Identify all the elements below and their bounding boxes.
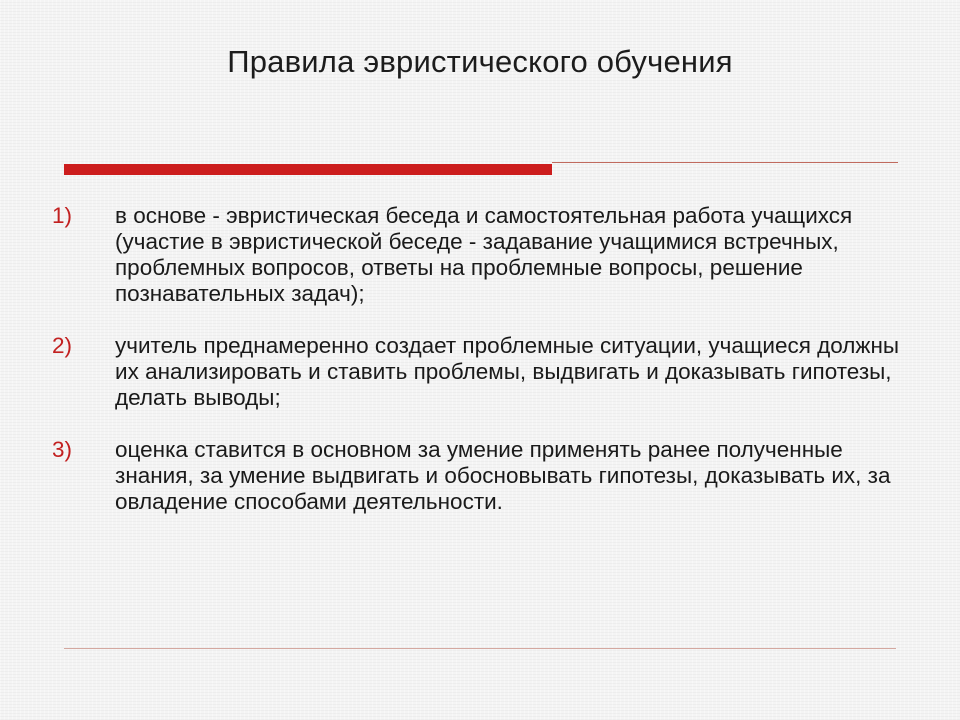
list-item bbox=[52, 437, 912, 515]
item-number: 3) bbox=[52, 437, 73, 462]
item-text: в основе - эвристическая беседа и самостоятельная работа учащихся (участие в эвристической беседе - задавание учащимися встречных, проблемных вопросов, ответы на проблемные вопросы, решение познавательных задач); bbox=[115, 203, 853, 306]
item-text: оценка ставится в основном за умение применять ранее полученные знания, за умение выдвигать и обосновывать гипотезы, доказывать их, за овладение способами деятельности. bbox=[115, 437, 891, 514]
content-list bbox=[52, 203, 912, 515]
list-item bbox=[52, 203, 912, 307]
accent-line bbox=[552, 162, 898, 163]
bottom-divider bbox=[64, 648, 896, 649]
item-number: 1) bbox=[52, 203, 73, 228]
list-item bbox=[52, 333, 912, 411]
item-number: 2) bbox=[52, 333, 73, 358]
accent-bar bbox=[64, 164, 552, 175]
slide-title: Правила эвристического обучения bbox=[227, 44, 733, 79]
item-text: учитель преднамеренно создает проблемные ситуации, учащиеся должны их анализировать и ставить проблемы, выдвигать и доказывать гипотезы, делать выводы; bbox=[115, 333, 900, 410]
